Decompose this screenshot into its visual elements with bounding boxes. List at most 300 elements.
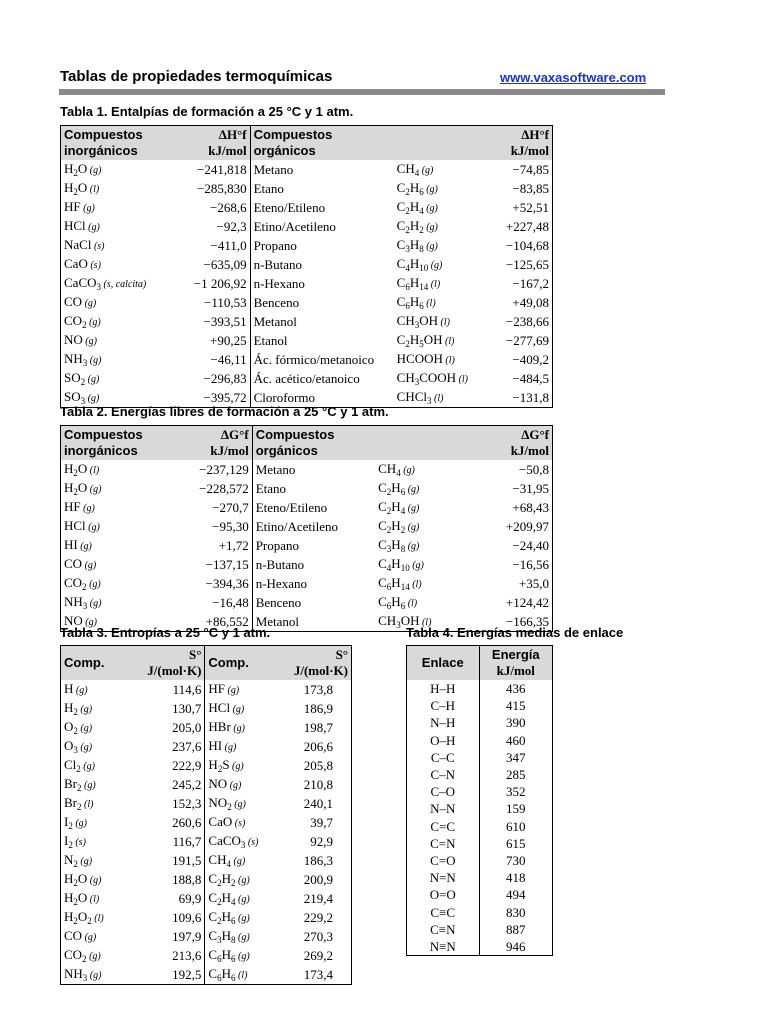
state: (g) (73, 685, 88, 696)
compound (205, 965, 277, 985)
formula: $O_3$ (64, 738, 78, 755)
bond: O–H (430, 732, 456, 748)
entropy-value: 206,6 (303, 739, 333, 754)
inorganic-value: +1,72 (218, 538, 249, 553)
header-unit: S° J/(mol·K) (130, 646, 205, 681)
inorganic-compound (61, 331, 182, 350)
formula: $H_2O$ (64, 480, 88, 497)
organic-formula (375, 479, 477, 498)
formula: NO (208, 776, 228, 791)
formula: $I_2$ (64, 814, 73, 831)
state: (g) (80, 503, 95, 514)
entropy-value: 186,9 (303, 701, 333, 716)
organic-name: Etino/Acetileno (250, 217, 394, 236)
state: (s) (72, 837, 86, 848)
organic-name: Etino/Acetileno (252, 517, 375, 536)
organic-formula (394, 217, 487, 236)
table-row (61, 718, 352, 737)
header-comp: Comp. (61, 646, 131, 681)
table-row (407, 835, 553, 852)
formula: NO (64, 332, 83, 347)
table-row (407, 818, 553, 835)
state: (g) (87, 165, 102, 176)
state: (l) (91, 913, 104, 924)
bond: N≡N (429, 938, 456, 954)
table-row (61, 479, 553, 498)
formula: $C_6H_6$ (208, 966, 236, 983)
inorganic-compound (61, 274, 182, 293)
organic-name: Etano (250, 179, 394, 198)
formula: $C_4H_{10}$ (396, 256, 429, 273)
formula: $I_2$ (64, 833, 73, 850)
bond-energy: 460 (479, 732, 552, 749)
table-row (407, 732, 553, 749)
compound (205, 699, 277, 718)
formula: $H_2O$ (64, 161, 88, 178)
organic-formula (394, 198, 487, 217)
organic-name: Propano (250, 236, 394, 255)
inorganic-compound (61, 479, 184, 498)
inorganic-value: −95,30 (212, 519, 249, 534)
inorganic-value: +86,552 (205, 614, 249, 629)
table-row (407, 886, 553, 903)
compound (61, 965, 131, 985)
table3-caption: Tabla 3. Entropías a 25 °C y 1 atm. (60, 625, 271, 640)
table-row (61, 756, 352, 775)
table-row (61, 160, 553, 179)
table-row (61, 555, 553, 574)
entropy-value: 186,3 (303, 853, 333, 868)
state: (g) (87, 484, 102, 495)
organic-formula (375, 574, 477, 593)
organic-value: −125,65 (505, 257, 549, 272)
inorganic-value: −268,6 (210, 200, 247, 215)
state: (l) (442, 336, 455, 347)
table-row (61, 699, 352, 718)
header-unit: ΔH°f kJ/mol (487, 126, 553, 161)
state: (g) (230, 856, 246, 867)
inorganic-value: −394,36 (205, 576, 249, 591)
formula: CaO (64, 256, 88, 271)
enthalpy-table (60, 125, 553, 408)
state: (g) (423, 241, 438, 252)
entropy-value: 229,2 (303, 910, 333, 925)
organic-name: Ác. acético/etanoico (250, 369, 394, 388)
state: (g) (85, 222, 100, 233)
organic-formula (394, 274, 487, 293)
organic-name: Propano (252, 536, 375, 555)
organic-name: n-Hexano (250, 274, 394, 293)
entropy-value: 245,2 (172, 777, 202, 792)
entropy-value: 200,9 (303, 872, 333, 887)
formula: $C_2H_6$ (378, 480, 406, 497)
table-row (61, 794, 352, 813)
state: (g) (87, 355, 102, 366)
header-inorganic: Compuestos inorgánicos (61, 426, 184, 461)
table-row (407, 903, 553, 920)
compound (61, 756, 131, 775)
inorganic-value: −635,09 (203, 257, 247, 272)
formula: $C_3H_8$ (378, 537, 406, 554)
state: (g) (77, 704, 93, 715)
bond-energy: 436 (479, 680, 552, 697)
state: (g) (227, 780, 242, 791)
table-row (61, 832, 352, 851)
entropy-value: 114,6 (172, 682, 202, 697)
bond-energy: 415 (479, 697, 552, 714)
compound (61, 775, 131, 794)
organic-name: Metano (252, 460, 375, 479)
formula: $CH_3OH$ (378, 613, 420, 630)
table-row (61, 350, 553, 369)
formula: $NH_3$ (64, 594, 88, 611)
bond: C=C (430, 818, 456, 834)
organic-value: −50,8 (518, 462, 549, 477)
organic-name: Etanol (250, 331, 394, 350)
inorganic-compound (61, 369, 182, 388)
state: (g) (225, 685, 240, 696)
formula: $C_6H_6$ (396, 294, 424, 311)
organic-formula (394, 350, 487, 369)
formula: $CO_2$ (64, 313, 87, 330)
table1-caption: Tabla 1. Entalpías de formación a 25 °C y 1 atm. (60, 104, 354, 119)
table-header-row (61, 426, 553, 461)
inorganic-compound (61, 555, 184, 574)
bond-energy: 390 (479, 714, 552, 731)
bond: C≡N (430, 921, 456, 937)
state: (g) (82, 336, 97, 347)
bond: H–H (430, 681, 456, 697)
organic-name: n-Hexano (252, 574, 375, 593)
organic-name: Ác. fórmico/metanoico (250, 350, 394, 369)
inorganic-compound (61, 498, 184, 517)
formula: $C_3H_8$ (396, 237, 424, 254)
compound (61, 813, 131, 832)
bond: C–H (430, 698, 456, 714)
formula: $O_2$ (64, 719, 78, 736)
bond: C–O (430, 784, 456, 800)
table-row (61, 775, 352, 794)
compound (61, 851, 131, 870)
state: (g) (405, 522, 420, 533)
inorganic-compound (61, 350, 182, 369)
entropy-value: 198,7 (303, 720, 333, 735)
table-row (61, 179, 553, 198)
entropy-table (60, 645, 352, 985)
inorganic-value: −46,11 (210, 352, 247, 367)
organic-value: −238,66 (505, 314, 549, 329)
formula: $C_2H_5OH$ (396, 332, 443, 349)
table-row (61, 737, 352, 756)
organic-value: −31,95 (512, 481, 549, 496)
table2-caption: Tabla 2. Energías libres de formación a 25 °C y 1 atm. (60, 404, 389, 419)
state: (s) (91, 241, 105, 252)
entropy-value: 109,6 (172, 910, 202, 925)
compound (205, 946, 277, 965)
compound (61, 889, 131, 908)
organic-value: −74,85 (512, 162, 549, 177)
formula: $C_2H_2$ (208, 871, 236, 888)
formula: HF (64, 499, 81, 514)
state: (l) (431, 393, 444, 404)
state: (g) (85, 522, 100, 533)
table-row (407, 714, 553, 731)
formula: HBr (208, 719, 231, 734)
inorganic-value: −395,72 (203, 390, 247, 405)
organic-name: n-Butano (252, 555, 375, 574)
state: (l) (456, 374, 469, 385)
formula: $H_2O$ (64, 461, 88, 478)
compound (205, 851, 277, 870)
inorganic-value: −110,53 (203, 295, 247, 310)
compound (205, 680, 277, 699)
compound (61, 927, 131, 946)
compound (61, 870, 131, 889)
inorganic-compound (61, 593, 184, 612)
state: (l) (438, 317, 450, 328)
table-row (61, 851, 352, 870)
formula: $NH_3$ (64, 966, 88, 983)
organic-value: −167,2 (512, 276, 549, 291)
inorganic-compound (61, 217, 182, 236)
entropy-value: 191,5 (172, 853, 202, 868)
table-row (407, 852, 553, 869)
state: (g) (87, 875, 102, 886)
bond-energy: 615 (479, 835, 552, 852)
formula: HI (208, 738, 223, 753)
state: (g) (77, 742, 93, 753)
table-row (61, 927, 352, 946)
formula: $C_2H_4$ (396, 199, 424, 216)
table-row (61, 498, 553, 517)
header-unit: ΔG°f kJ/mol (477, 426, 553, 461)
organic-formula (375, 555, 477, 574)
formula: $CH_4$ (396, 161, 420, 178)
formula: HCl (64, 218, 86, 233)
formula: CaO (208, 814, 233, 829)
formula: $H_2$ (64, 700, 78, 717)
formula: $C_6H_{14}$ (396, 275, 429, 292)
state: (g) (400, 465, 415, 476)
organic-formula (375, 498, 477, 517)
header-bond: Enlace (407, 646, 480, 681)
bond-energy: 352 (479, 783, 552, 800)
inorganic-value: −228,572 (199, 481, 249, 496)
formula: $C_2H_4$ (208, 890, 236, 907)
inorganic-compound (61, 236, 182, 255)
table-row (61, 593, 553, 612)
formula: $CH_4$ (378, 461, 401, 478)
organic-value: −131,8 (512, 390, 549, 405)
table-row (61, 965, 352, 985)
state: (l) (423, 298, 436, 309)
table4-caption: Tabla 4. Energías medias de enlace (406, 625, 624, 640)
state: (g) (409, 560, 424, 571)
table-row (61, 293, 553, 312)
table-row (407, 697, 553, 714)
header-comp: Comp. (205, 646, 277, 681)
inorganic-value: −393,51 (203, 314, 247, 329)
table-row (61, 813, 352, 832)
inorganic-value: −16,48 (212, 595, 249, 610)
state: (g) (235, 894, 250, 905)
header-unit: S° J/(mol·K) (277, 646, 352, 681)
formula: $H_2O$ (64, 890, 88, 907)
formula: NO (64, 613, 83, 628)
formula: $C_6H_{14}$ (378, 575, 410, 592)
compound (205, 908, 277, 927)
state: (g) (87, 598, 102, 609)
header-energy: Energía kJ/mol (479, 646, 552, 681)
formula: HCl (208, 700, 231, 715)
compound (61, 737, 131, 756)
state: (l) (81, 799, 94, 810)
inorganic-value: −137,15 (205, 557, 249, 572)
organic-name: n-Butano (250, 255, 394, 274)
entropy-value: 222,9 (172, 758, 202, 773)
state: (g) (82, 617, 97, 628)
inorganic-compound (61, 312, 182, 331)
organic-value: −166,35 (505, 614, 549, 629)
table-row (61, 331, 553, 350)
organic-formula (375, 536, 477, 555)
entropy-value: 197,9 (172, 929, 202, 944)
organic-value: −24,40 (512, 538, 549, 553)
organic-value: −104,68 (505, 238, 549, 253)
entropy-value: 69,9 (178, 891, 202, 906)
formula: HCOOH (396, 351, 443, 366)
formula: $Cl_2$ (64, 757, 81, 774)
state: (l) (87, 184, 100, 195)
state: (g) (230, 704, 245, 715)
compound (205, 832, 277, 851)
formula: CaCO$_3$ (64, 275, 101, 292)
entropy-value: 173,8 (303, 682, 333, 697)
entropy-value: 92,9 (310, 834, 333, 849)
organic-formula (394, 293, 487, 312)
entropy-value: 269,2 (303, 948, 333, 963)
table-row (61, 517, 553, 536)
table-row (61, 889, 352, 908)
inorganic-value: +90,25 (210, 333, 247, 348)
state: (g) (423, 203, 438, 214)
table-row (61, 908, 352, 927)
state: (g) (235, 913, 250, 924)
table-row (61, 369, 553, 388)
table-row (61, 255, 553, 274)
table-row (61, 574, 553, 593)
table-header-row (61, 126, 553, 161)
organic-value: +35,0 (518, 576, 549, 591)
table-row (61, 460, 553, 479)
state: (g) (405, 503, 420, 514)
organic-value: −484,5 (512, 371, 549, 386)
organic-value: −277,69 (505, 333, 549, 348)
formula: $C_2H_2$ (396, 218, 424, 235)
entropy-value: 130,7 (172, 701, 202, 716)
organic-formula (394, 255, 487, 274)
state: (g) (222, 742, 237, 753)
entropy-value: 260,6 (172, 815, 202, 830)
entropy-value: 213,6 (172, 948, 202, 963)
formula: CO (64, 556, 83, 571)
organic-formula (394, 369, 487, 388)
entropy-value: 152,3 (172, 796, 202, 811)
bond-energy-table (406, 645, 553, 956)
inorganic-value: −411,0 (210, 238, 247, 253)
organic-name: Metanol (252, 612, 375, 632)
table-row (61, 946, 352, 965)
organic-value: +49,08 (512, 295, 549, 310)
state: (g) (86, 317, 101, 328)
organic-formula (394, 312, 487, 331)
title-divider (59, 89, 665, 95)
state: (g) (72, 818, 88, 829)
organic-formula (394, 236, 487, 255)
table-row (407, 783, 553, 800)
table-header-row (61, 646, 352, 681)
inorganic-compound (61, 160, 182, 179)
bond: C–C (430, 749, 455, 765)
compound (205, 756, 277, 775)
header-organic: Compuestos orgánicos (250, 126, 394, 161)
state: (g) (82, 932, 97, 943)
compound (61, 908, 131, 927)
formula: $C_6H_6$ (378, 594, 406, 611)
organic-name: Cloroformo (250, 388, 394, 408)
compound (205, 737, 277, 756)
formula: $CO_2$ (64, 575, 87, 592)
inorganic-compound (61, 293, 182, 312)
entropy-value: 39,7 (310, 815, 333, 830)
compound (205, 718, 277, 737)
website-link[interactable]: www.vaxasoftware.com (500, 70, 647, 85)
header-organic: Compuestos orgánicos (252, 426, 375, 461)
organic-name: Eteno/Etileno (252, 498, 375, 517)
table-row (61, 536, 553, 555)
table-row (61, 870, 352, 889)
state: (g) (235, 951, 250, 962)
formula: $Br_2$ (64, 776, 82, 793)
table-row (61, 217, 553, 236)
bond-energy: 610 (479, 818, 552, 835)
organic-value: −83,85 (512, 181, 549, 196)
state: (l) (235, 970, 248, 981)
state: (s) (232, 818, 246, 829)
header-unit: ΔG°f kJ/mol (183, 426, 252, 461)
state: (g) (85, 374, 100, 385)
bond: C=O (430, 852, 456, 868)
state: (g) (419, 165, 434, 176)
formula: HF (208, 681, 226, 696)
header-inorganic: Compuestos inorgánicos (61, 126, 182, 161)
inorganic-value: −285,830 (197, 181, 247, 196)
entropy-value: 237,6 (172, 739, 202, 754)
organic-formula (394, 331, 487, 350)
formula: HF (64, 199, 81, 214)
entropy-value: 188,8 (172, 872, 202, 887)
organic-name: Benceno (250, 293, 394, 312)
bond-energy: 730 (479, 852, 552, 869)
table-header-row (407, 646, 553, 681)
entropy-value: 192,5 (172, 967, 202, 982)
state: (l) (87, 465, 100, 476)
table-row (61, 198, 553, 217)
table-row (61, 680, 352, 699)
inorganic-compound (61, 460, 184, 479)
formula: CHCl$_3$ (396, 389, 432, 406)
state: (g) (85, 393, 100, 404)
